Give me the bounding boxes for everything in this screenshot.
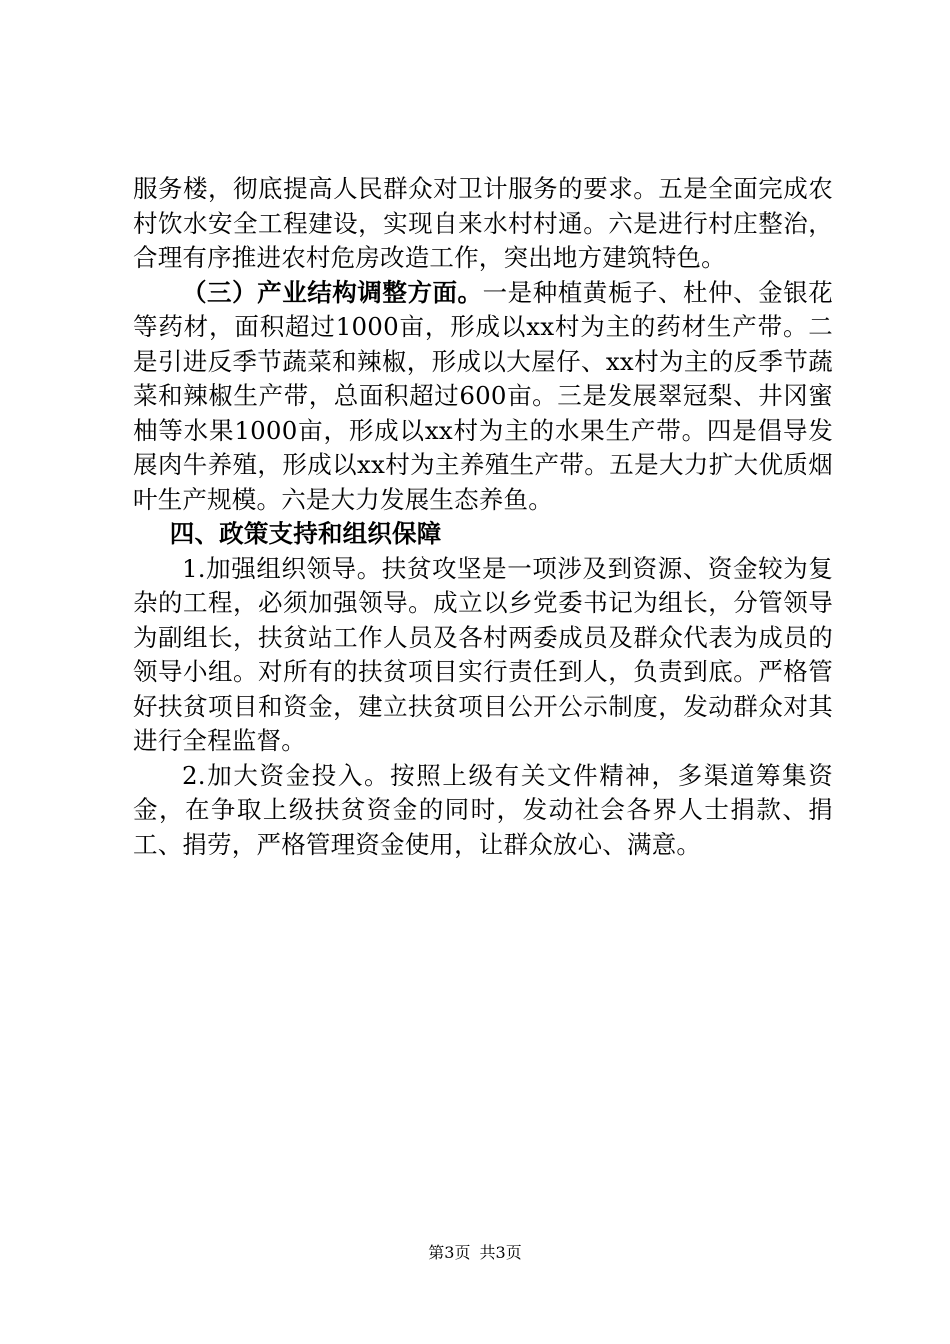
paragraph-infrastructure-continued: 服务楼，彻底提高人民群众对卫计服务的要求。五是全面完成农村饮水安全工程建设，实现自来水村村通。六是进行村庄整治，合理有序推进农村危房改造工作，突出地方建筑特色。	[133, 174, 833, 272]
page-number-current: 第3页	[428, 1243, 471, 1262]
paragraph-industry-text: 一是种植黄栀子、杜仲、金银花等药材，面积超过1000亩，形成以xx村为主的药材生产带。二是引进反季节蔬菜和辣椒，形成以大屋仔、xx村为主的反季节蔬菜和辣椒生产带，总面积超过600亩。三是发展翠冠梨、井冈蜜柚等水果1000亩，形成以xx村为主的水果生产带。四是倡导发展肉牛养殖，形成以xx村为主养殖生产带。五是大力扩大优质烟叶生产规模。六是大力发展生态养鱼。	[133, 277, 833, 514]
page-number-total: 共3页	[479, 1243, 522, 1262]
paragraph-organization-leadership: 1.加强组织领导。扶贫攻坚是一项涉及到资源、资金较为复杂的工程，必须加强领导。成立以乡党委书记为组长，分管领导为副组长，扶贫站工作人员及各村两委成员及群众代表为成员的领导小组。对所有的扶贫项目实行责任到人，负责到底。严格管好扶贫项目和资金，建立扶贫项目公开公示制度，发动群众对其进行全程监督。	[133, 553, 833, 755]
page-footer	[0, 1243, 950, 1263]
document-body	[133, 172, 833, 862]
subsection-heading-industry: （三）产业结构调整方面。	[182, 277, 483, 307]
paragraph-industry-structure	[133, 276, 833, 518]
section-heading-policy-support: 四、政策支持和组织保障	[169, 519, 442, 548]
paragraph-funding-investment: 2.加大资金投入。按照上级有关文件精神，多渠道筹集资金，在争取上级扶贫资金的同时，发动社会各界人士捐款、捐工、捐劳，严格管理资金使用，让群众放心、满意。	[133, 760, 833, 859]
